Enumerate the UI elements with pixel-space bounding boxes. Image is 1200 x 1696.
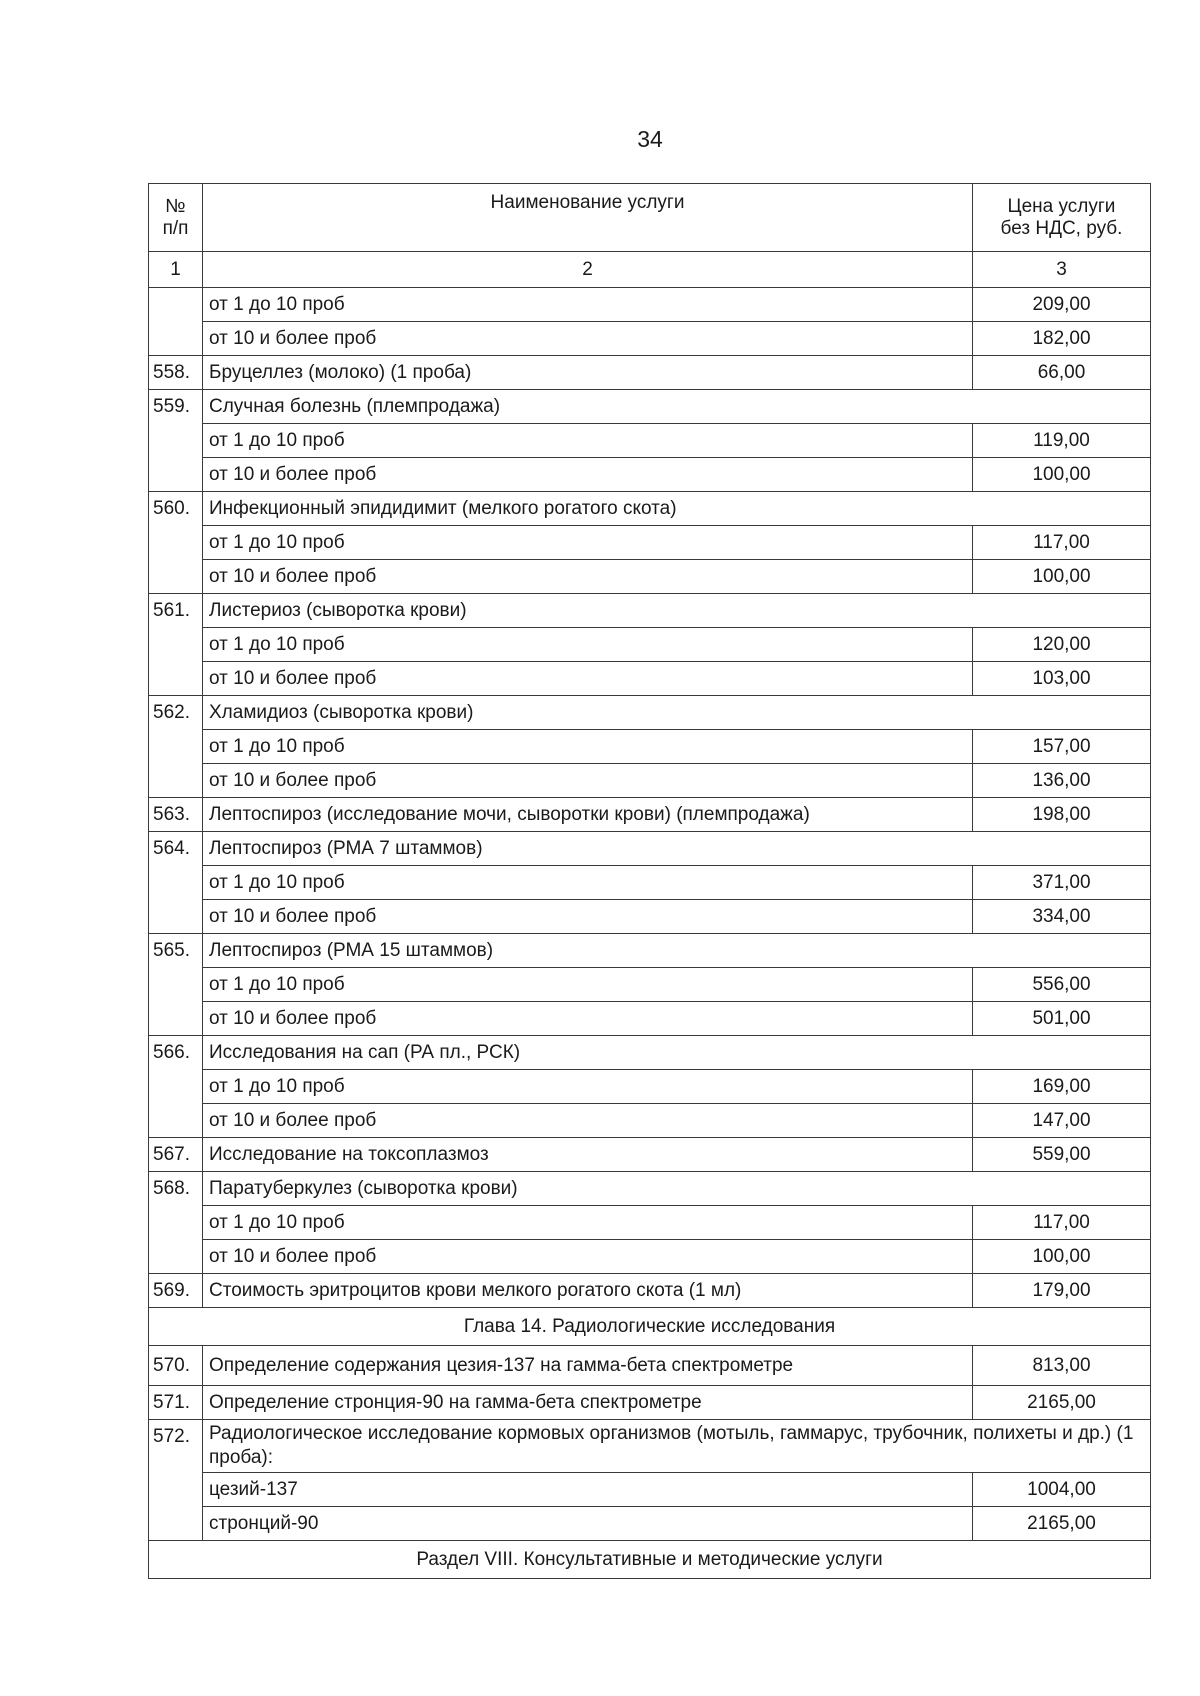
table-row bbox=[149, 390, 1151, 424]
table-row bbox=[149, 866, 1151, 900]
row-number: 562. bbox=[149, 696, 203, 798]
row-number: 563. bbox=[149, 798, 203, 832]
table-row bbox=[149, 798, 1151, 832]
service-name: Лептоспироз (РМА 15 штаммов) bbox=[203, 934, 1151, 968]
price-value: 334,00 bbox=[973, 900, 1151, 934]
table-row bbox=[149, 900, 1151, 934]
price-value: 119,00 bbox=[973, 424, 1151, 458]
table-row bbox=[149, 628, 1151, 662]
price-value: 117,00 bbox=[973, 526, 1151, 560]
column-index-3: 3 bbox=[973, 252, 1151, 288]
row-number: 561. bbox=[149, 594, 203, 696]
table-row bbox=[149, 1036, 1151, 1070]
service-name: Лептоспироз (исследование мочи, сыворотки крови) (племпродажа) bbox=[203, 798, 973, 832]
table-row bbox=[149, 696, 1151, 730]
row-number: 566. bbox=[149, 1036, 203, 1138]
sub-item-name: от 10 и более проб bbox=[203, 560, 973, 594]
sub-item-name: от 1 до 10 проб bbox=[203, 1070, 973, 1104]
table-row bbox=[149, 560, 1151, 594]
table-row bbox=[149, 1104, 1151, 1138]
service-name: Стоимость эритроцитов крови мелкого рогатого скота (1 мл) bbox=[203, 1274, 973, 1308]
table-row bbox=[149, 764, 1151, 798]
table-row bbox=[149, 1240, 1151, 1274]
section-heading: Раздел VIII. Консультативные и методические услуги bbox=[149, 1541, 1151, 1579]
sub-item-name: от 1 до 10 проб bbox=[203, 968, 973, 1002]
sub-item-name: от 1 до 10 проб bbox=[203, 424, 973, 458]
section-heading-row bbox=[149, 1541, 1151, 1579]
table-row bbox=[149, 424, 1151, 458]
row-number bbox=[149, 288, 203, 356]
table-row bbox=[149, 1473, 1151, 1507]
table-row bbox=[149, 832, 1151, 866]
service-name: Листериоз (сыворотка крови) bbox=[203, 594, 1151, 628]
table-row bbox=[149, 1274, 1151, 1308]
price-value: 1004,00 bbox=[973, 1473, 1151, 1507]
price-value: 2165,00 bbox=[973, 1386, 1151, 1420]
price-value: 157,00 bbox=[973, 730, 1151, 764]
sub-item-name: от 1 до 10 проб bbox=[203, 1206, 973, 1240]
price-value: 2165,00 bbox=[973, 1507, 1151, 1541]
table-row bbox=[149, 288, 1151, 322]
service-name: Радиологическое исследование кормовых организмов (мотыль, гаммарус, трубочник, полихеты и др.) (1 проба): bbox=[203, 1420, 1151, 1473]
table-row bbox=[149, 322, 1151, 356]
price-value: 103,00 bbox=[973, 662, 1151, 696]
service-name: Лептоспироз (РМА 7 штаммов) bbox=[203, 832, 1151, 866]
price-value: 501,00 bbox=[973, 1002, 1151, 1036]
table-row bbox=[149, 1070, 1151, 1104]
table-row bbox=[149, 526, 1151, 560]
sub-item-name: от 10 и более проб bbox=[203, 900, 973, 934]
row-number: 560. bbox=[149, 492, 203, 594]
row-number: 567. bbox=[149, 1138, 203, 1172]
sub-item-name: от 1 до 10 проб bbox=[203, 866, 973, 900]
row-number: 558. bbox=[149, 356, 203, 390]
service-name: Определение содержания цезия-137 на гамма-бета спектрометре bbox=[203, 1346, 973, 1386]
table-header-row bbox=[149, 184, 1151, 252]
price-value: 813,00 bbox=[973, 1346, 1151, 1386]
price-value: 120,00 bbox=[973, 628, 1151, 662]
sub-item-name: от 10 и более проб bbox=[203, 458, 973, 492]
price-value: 100,00 bbox=[973, 1240, 1151, 1274]
row-number: 568. bbox=[149, 1172, 203, 1274]
price-table bbox=[148, 183, 1151, 1579]
table-row bbox=[149, 1420, 1151, 1473]
table-row bbox=[149, 730, 1151, 764]
price-value: 182,00 bbox=[973, 322, 1151, 356]
sub-item-name: от 10 и более проб bbox=[203, 764, 973, 798]
row-number: 572. bbox=[149, 1420, 203, 1541]
price-value: 147,00 bbox=[973, 1104, 1151, 1138]
table-row bbox=[149, 934, 1151, 968]
price-value: 136,00 bbox=[973, 764, 1151, 798]
page-number: 34 bbox=[637, 126, 663, 152]
row-number: 570. bbox=[149, 1346, 203, 1386]
price-value: 556,00 bbox=[973, 968, 1151, 1002]
price-value: 66,00 bbox=[973, 356, 1151, 390]
price-value: 117,00 bbox=[973, 1206, 1151, 1240]
sub-item-name: от 1 до 10 проб bbox=[203, 288, 973, 322]
table-row bbox=[149, 1002, 1151, 1036]
table-row bbox=[149, 1138, 1151, 1172]
price-value: 169,00 bbox=[973, 1070, 1151, 1104]
table-row bbox=[149, 1507, 1151, 1541]
section-heading-row bbox=[149, 1308, 1151, 1346]
table-row bbox=[149, 1346, 1151, 1386]
service-name: Исследование на токсоплазмоз bbox=[203, 1138, 973, 1172]
price-value: 198,00 bbox=[973, 798, 1151, 832]
table-row bbox=[149, 492, 1151, 526]
sub-item-name: от 1 до 10 проб bbox=[203, 628, 973, 662]
price-value: 100,00 bbox=[973, 458, 1151, 492]
sub-item-name: от 10 и более проб bbox=[203, 1104, 973, 1138]
row-number: 564. bbox=[149, 832, 203, 934]
table-row bbox=[149, 968, 1151, 1002]
table-row bbox=[149, 356, 1151, 390]
table-row bbox=[149, 1172, 1151, 1206]
row-number: 559. bbox=[149, 390, 203, 492]
table-row bbox=[149, 458, 1151, 492]
column-index-2: 2 bbox=[203, 252, 973, 288]
row-number: 571. bbox=[149, 1386, 203, 1420]
row-number: 569. bbox=[149, 1274, 203, 1308]
sub-item-name: от 10 и более проб bbox=[203, 1002, 973, 1036]
sub-item-name: от 1 до 10 проб bbox=[203, 526, 973, 560]
table-row bbox=[149, 1206, 1151, 1240]
service-name: Бруцеллез (молоко) (1 проба) bbox=[203, 356, 973, 390]
service-name: Паратуберкулез (сыворотка крови) bbox=[203, 1172, 1151, 1206]
row-number: 565. bbox=[149, 934, 203, 1036]
service-name: Хламидиоз (сыворотка крови) bbox=[203, 696, 1151, 730]
header-number: № п/п bbox=[149, 184, 203, 252]
table-row bbox=[149, 594, 1151, 628]
service-name: Определение стронция-90 на гамма-бета спектрометре bbox=[203, 1386, 973, 1420]
sub-item-name: от 1 до 10 проб bbox=[203, 730, 973, 764]
price-value: 559,00 bbox=[973, 1138, 1151, 1172]
section-heading: Глава 14. Радиологические исследования bbox=[149, 1308, 1151, 1346]
header-service-name: Наименование услуги bbox=[203, 184, 973, 252]
table-row bbox=[149, 1386, 1151, 1420]
price-value: 100,00 bbox=[973, 560, 1151, 594]
header-price: Цена услуги без НДС, руб. bbox=[973, 184, 1151, 252]
service-name: Исследования на сап (РА пл., РСК) bbox=[203, 1036, 1151, 1070]
price-value: 371,00 bbox=[973, 866, 1151, 900]
service-name: Инфекционный эпидидимит (мелкого рогатого скота) bbox=[203, 492, 1151, 526]
column-index-row bbox=[149, 252, 1151, 288]
sub-item-name: от 10 и более проб bbox=[203, 662, 973, 696]
service-name: Случная болезнь (племпродажа) bbox=[203, 390, 1151, 424]
sub-item-name: от 10 и более проб bbox=[203, 322, 973, 356]
price-value: 179,00 bbox=[973, 1274, 1151, 1308]
column-index-1: 1 bbox=[149, 252, 203, 288]
price-value: 209,00 bbox=[973, 288, 1151, 322]
sub-item-name: от 10 и более проб bbox=[203, 1240, 973, 1274]
table-row bbox=[149, 662, 1151, 696]
sub-item-name: стронций-90 bbox=[203, 1507, 973, 1541]
sub-item-name: цезий-137 bbox=[203, 1473, 973, 1507]
